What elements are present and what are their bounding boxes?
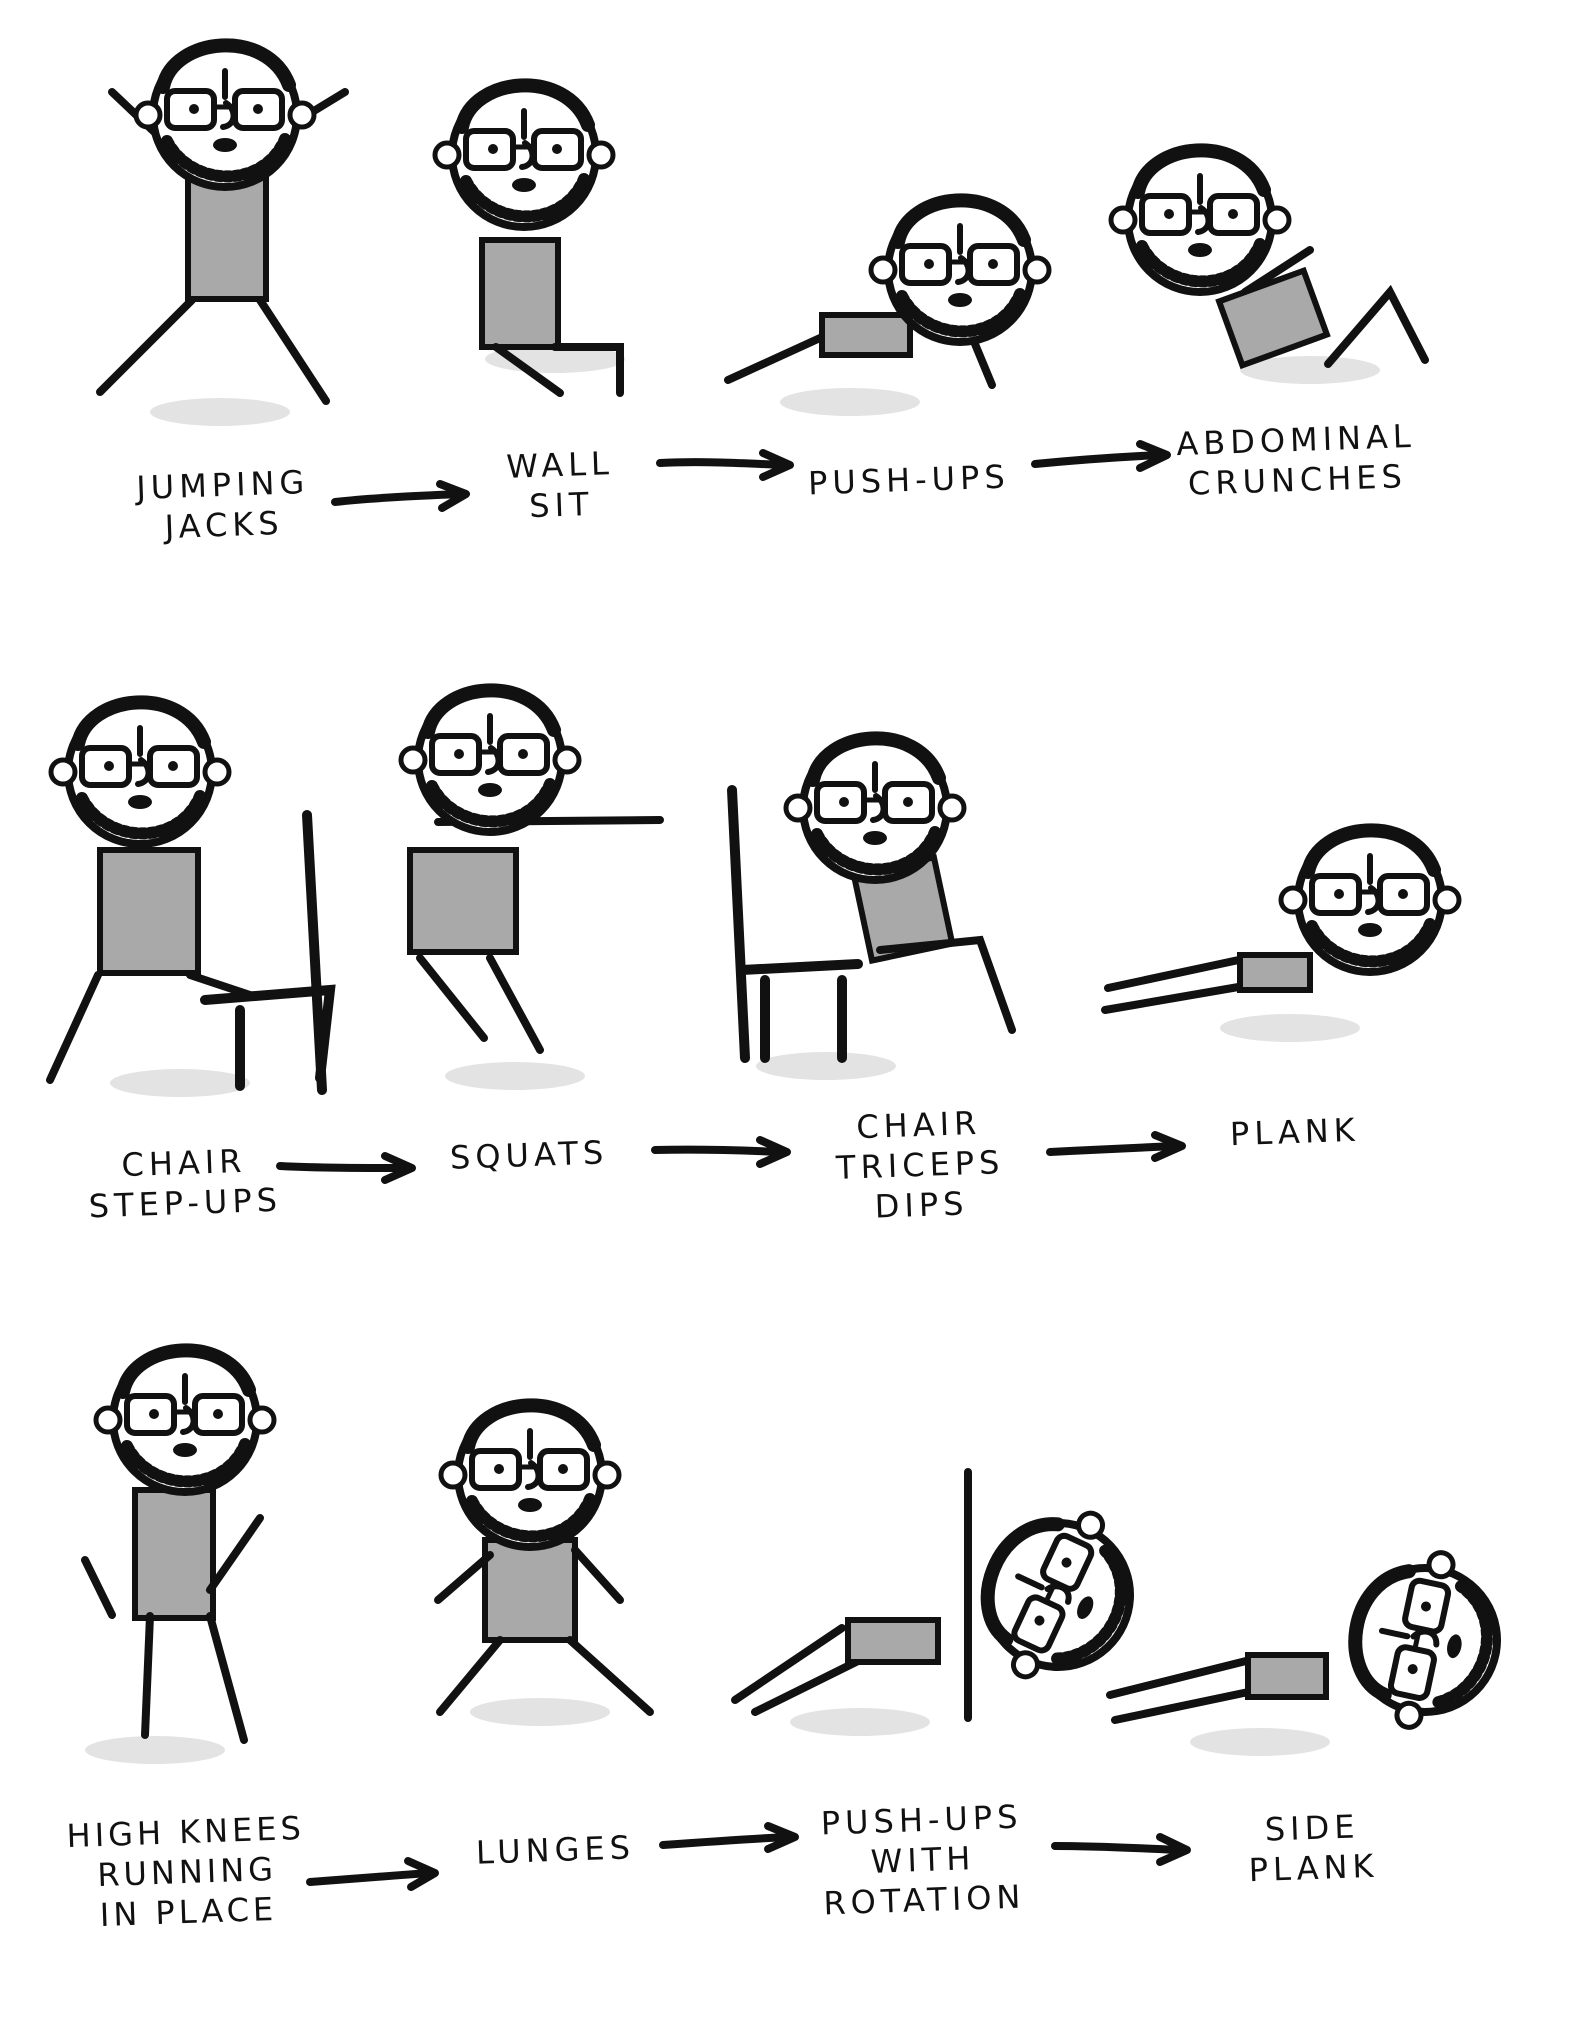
exercise-label-7: CHAIR TRICEPS DIPS — [835, 1103, 1006, 1226]
push-ups-figure — [728, 198, 1049, 416]
exercise-label-10: LUNGES — [475, 1828, 636, 1872]
wall-sit-figure — [435, 83, 625, 393]
right-arrow-icon — [655, 445, 805, 485]
jumping-jacks-figure — [100, 43, 345, 426]
squats-figure — [401, 688, 660, 1090]
right-arrow-icon — [1030, 440, 1180, 480]
exercise-label-6: SQUATS — [449, 1133, 609, 1177]
right-arrow-icon — [305, 1858, 455, 1898]
exercise-label-5: CHAIR STEP-UPS — [88, 1141, 283, 1226]
exercise-label-1: JUMPING JACKS — [135, 463, 310, 547]
push-ups-rotation-figure — [735, 1472, 1161, 1736]
exercise-label-12: SIDE PLANK — [1248, 1807, 1379, 1890]
exercise-label-2: WALL SIT — [505, 444, 615, 526]
right-arrow-icon — [1050, 1828, 1200, 1868]
right-arrow-icon — [330, 480, 480, 520]
lunges-figure — [438, 1403, 650, 1726]
chair-triceps-dips-figure — [732, 736, 1012, 1080]
plank-figure — [1105, 828, 1459, 1042]
high-knees-running-figure — [85, 1348, 274, 1764]
abdominal-crunches-figure — [1111, 148, 1425, 384]
exercise-label-8: PLANK — [1229, 1110, 1361, 1154]
exercise-label-11: PUSH-UPS WITH ROTATION — [820, 1797, 1026, 1923]
right-arrow-icon — [658, 1823, 808, 1863]
side-plank-figure — [1110, 1538, 1514, 1756]
chair-step-ups-figure — [50, 700, 330, 1097]
exercise-label-9: HIGH KNEES RUNNING IN PLACE — [66, 1808, 306, 1935]
right-arrow-icon — [275, 1148, 425, 1188]
exercise-label-4: ABDOMINAL CRUNCHES — [1175, 416, 1417, 503]
right-arrow-icon — [1045, 1130, 1195, 1170]
right-arrow-icon — [650, 1132, 800, 1172]
exercise-label-3: PUSH-UPS — [807, 457, 1011, 503]
